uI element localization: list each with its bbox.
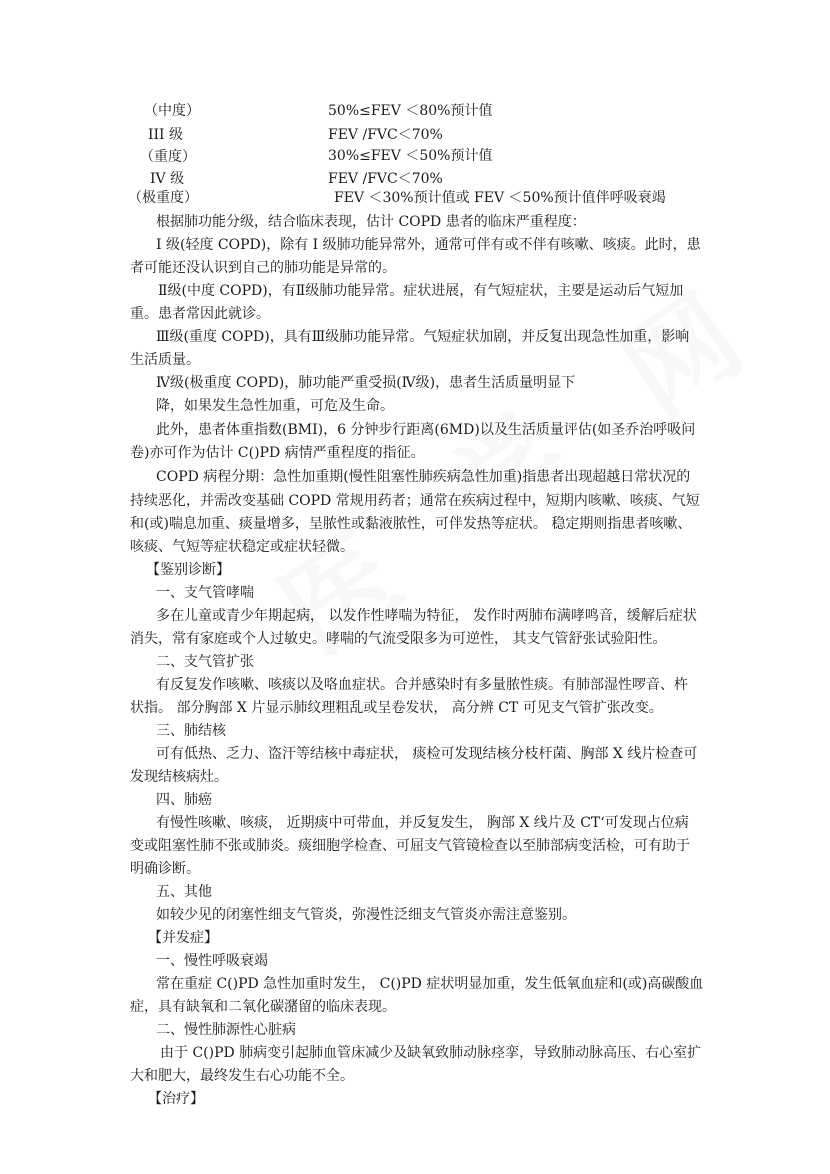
paragraph-line: 可有低热、乏力、盗汗等结核中毒症状， 痰检可发现结核分枝杆菌、胸部 X 线片检查可 bbox=[156, 746, 698, 762]
paragraph-line: 根据肺功能分级，结合临床表现，估计 COPD 患者的临床严重程度： bbox=[156, 214, 586, 230]
section-heading: 【并发症】 bbox=[148, 930, 218, 946]
grade-value: FEV /FVC＜70% bbox=[328, 127, 443, 143]
paragraph-line: 症，具有缺氧和二氧化碳潴留的临床表现。 bbox=[130, 999, 396, 1015]
paragraph-line: Ⅲ级(重度 COPD)，具有Ⅲ级肺功能异常。气短症状加剧，并反复出现急性加重，影响 bbox=[156, 329, 690, 345]
grade-label: III 级 bbox=[148, 127, 184, 143]
paragraph-line: 者可能还没认识到自己的肺功能是异常的。 bbox=[130, 260, 396, 276]
paragraph-line: 和(或)喘息加重、痰量增多，呈脓性或黏液脓性，可伴发热等症状。 稳定期则指患者咳嗽、 bbox=[130, 516, 692, 532]
grade-label: （重度） bbox=[140, 149, 196, 165]
grade-label: （中度） bbox=[144, 103, 200, 119]
grade-value: 30%≤FEV ＜50%预计值 bbox=[328, 148, 493, 164]
grade-label: IV 级 bbox=[150, 171, 185, 187]
subsection-heading: 四、肺癌 bbox=[156, 792, 212, 808]
subsection-heading: 一、慢性呼吸衰竭 bbox=[156, 953, 268, 969]
paragraph-line: I 级(轻度 COPD)，除有 I 级肺功能异常外，通常可伴有或不伴有咳嗽、咳痰。此时，患 bbox=[156, 237, 701, 253]
subsection-heading: 二、支气管扩张 bbox=[156, 654, 254, 670]
subsection-heading: 五、其他 bbox=[156, 884, 212, 900]
paragraph-line: 此外，患者体重指数(BMI)，6 分钟步行距离(6MD)以及生活质量评估(如圣乔治呼吸问 bbox=[156, 422, 696, 438]
paragraph-line: 发现结核病灶。 bbox=[130, 769, 228, 785]
paragraph-line: 如较少见的闭塞性细支气管炎，弥漫性泛细支气管炎亦需注意鉴别。 bbox=[156, 907, 576, 923]
paragraph-line: COPD 病程分期：急性加重期(慢性阻塞性肺疾病急性加重)指患者出现超越日常状况的 bbox=[156, 469, 691, 485]
paragraph-line: 消失，常有家庭或个人过敏史。哮喘的气流受限多为可逆性， 其支气管舒张试验阳性。 bbox=[130, 631, 667, 647]
paragraph-line: 咳痰、气短等症状稳定或症状轻微。 bbox=[130, 539, 354, 555]
paragraph-line: 变或阻塞性肺不张或肺炎。痰细胞学检查、可屈支气管镜检查以至肺部病变活检，可有助于 bbox=[130, 838, 690, 854]
paragraph-line: Ⅱ级(中度 COPD)，有Ⅱ级肺功能异常。症状进展，有气短症状，主要是运动后气短加 bbox=[158, 283, 684, 299]
paragraph-line: 重。患者常因此就诊。 bbox=[130, 306, 270, 322]
section-heading: 【鉴别诊断】 bbox=[146, 562, 230, 578]
paragraph-line: 降，如果发生急性加重，可危及生命。 bbox=[156, 398, 394, 414]
grade-label: （极重度） bbox=[128, 190, 198, 206]
paragraph-line: 有慢性咳嗽、咳痰， 近期痰中可带血，并反复发生， 胸部 X 线片及 CT‘可发现占位病 bbox=[156, 815, 689, 831]
subsection-heading: 三、肺结核 bbox=[156, 723, 226, 739]
section-heading: 【治疗】 bbox=[148, 1091, 204, 1107]
grade-value: FEV /FVC＜70% bbox=[328, 171, 443, 187]
paragraph-line: 持续恶化，并需改变基础 COPD 常规用药者；通常在疾病过程中，短期内咳嗽、咳痰、气短 bbox=[130, 493, 700, 509]
paragraph-line: 常在重症 C()PD 急性加重时发生， C()PD 症状明显加重，发生低氧血症和(或)高碳酸血 bbox=[156, 976, 704, 992]
paragraph-line: 生活质量。 bbox=[130, 352, 200, 368]
subsection-heading: 二、慢性肺源性心脏病 bbox=[156, 1022, 296, 1038]
paragraph-line: 多在儿童或青少年期起病， 以发作性哮喘为特征， 发作时两肺布满哮鸣音，缓解后症状 bbox=[156, 608, 697, 624]
paragraph-line: 大和肥大，最终发生右心功能不全。 bbox=[130, 1068, 354, 1084]
paragraph-line: 明确诊断。 bbox=[130, 861, 200, 877]
grade-value: 50%≤FEV ＜80%预计值 bbox=[328, 103, 493, 119]
grade-value: FEV ＜30%预计值或 FEV ＜50%预计值伴呼吸衰竭 bbox=[334, 190, 666, 206]
paragraph-line: 由于 C()PD 肺病变引起肺血管床减少及缺氧致肺动脉痉挛，导致肺动脉高压、右心室扩 bbox=[160, 1045, 702, 1061]
paragraph-line: 有反复发作咳嗽、咳痰以及咯血症状。合并感染时有多量脓性痰。有肺部湿性啰音、杵 bbox=[156, 677, 688, 693]
subsection-heading: 一、支气管哮喘 bbox=[156, 585, 254, 601]
paragraph-line: 状指。 部分胸部 X 片显示肺纹理粗乱或呈卷发状， 高分辨 CT 可见支气管扩张改变。 bbox=[130, 700, 663, 716]
paragraph-line: 卷)亦可作为估计 C()PD 病情严重程度的指征。 bbox=[130, 445, 425, 461]
paragraph-line: Ⅳ级(极重度 COPD)，肺功能严重受损(Ⅳ级)，患者生活质量明显下 bbox=[156, 375, 576, 391]
